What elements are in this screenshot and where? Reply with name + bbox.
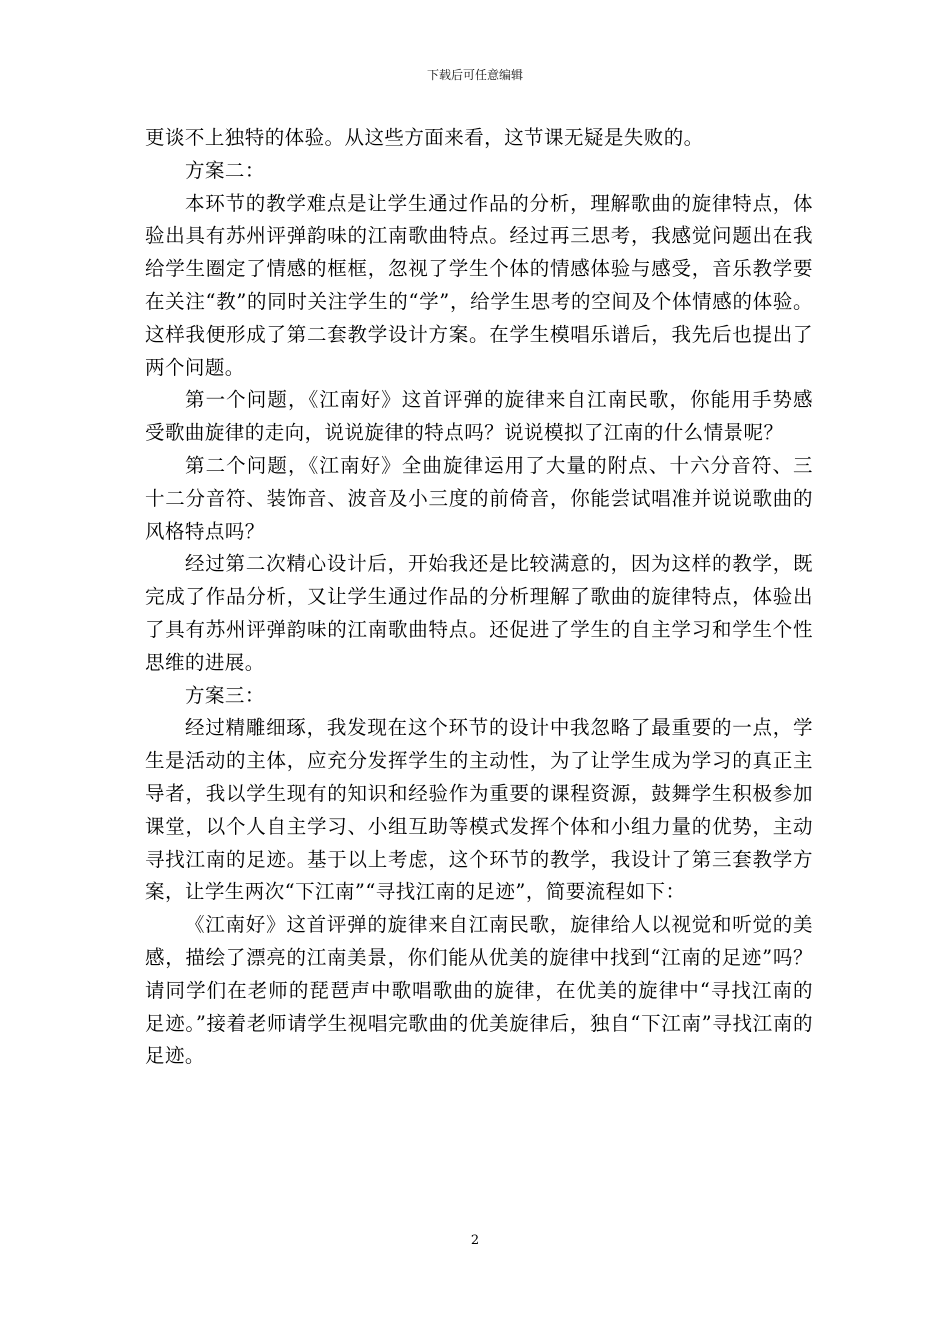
paragraph-question-2: 第二个问题，《江南好》全曲旋律运用了大量的附点、十六分音符、三十二分音符、装饰音、波音及小三度的前倚音，你能尝试唱准并说说歌曲的风格特点吗？: [145, 453, 813, 543]
paragraph-plan-2-reflection: 经过第二次精心设计后，开始我还是比较满意的，因为这样的教学，既完成了作品分析，又让学生通过作品的分析理解了歌曲的旋律特点，体验出了具有苏州评弹韵味的江南歌曲特点。还促进了学生的自主学习和学生个性思维的进展。: [145, 552, 813, 674]
page-header: 下载后可任意编辑: [426, 68, 523, 82]
paragraph-question-1: 第一个问题，《江南好》这首评弹的旋律来自江南民歌，你能用手势感受歌曲旋律的走向，说说旋律的特点吗？说说模拟了江南的什么情景呢？: [145, 388, 813, 445]
paragraph-plan-2-intro: 本环节的教学难点是让学生通过作品的分析，理解歌曲的旋律特点，体验出具有苏州评弹韵味的江南歌曲特点。经过再三思考，我感觉问题出在我给学生圈定了情感的框框，忽视了学生个体的情感体验与感受，音乐教学要在关注“教”的同时关注学生的“学”，给学生思考的空间及个体情感的体验。这样我便形成了第二套教学设计方案。在学生模唱乐谱后，我先后也提出了两个问题。: [145, 191, 813, 379]
section-heading-plan-3: 方案三：: [185, 683, 265, 707]
paragraph-continuation: 更谈不上独特的体验。从这些方面来看，这节课无疑是失败的。: [145, 126, 704, 149]
section-heading-plan-2: 方案二：: [185, 158, 265, 182]
page-number: 2: [470, 1233, 480, 1248]
paragraph-plan-3-flow: 《江南好》这首评弹的旋律来自江南民歌，旋律给人以视觉和听觉的美感，描绘了漂亮的江南美景，你们能从优美的旋律中找到“江南的足迹”吗？请同学们在老师的琵琶声中歌唱歌曲的旋律，在优美的旋律中“寻找江南的足迹。”接着老师请学生视唱完歌曲的优美旋律后，独自“下江南”寻找江南的足迹。: [145, 913, 813, 1068]
paragraph-plan-3-intro: 经过精雕细琢，我发现在这个环节的设计中我忽略了最重要的一点，学生是活动的主体，应充分发挥学生的主动性，为了让学生成为学习的真正主导者，我以学生现有的知识和经验作为重要的课程资源，鼓舞学生积极参加课堂，以个人自主学习、小组互助等模式发挥个体和小组力量的优势，主动寻找江南的足迹。基于以上考虑，这个环节的教学，我设计了第三套教学方案，让学生两次“下江南”“寻找江南的足迹”，简要流程如下：: [145, 716, 813, 904]
document-body: [145, 122, 813, 1073]
